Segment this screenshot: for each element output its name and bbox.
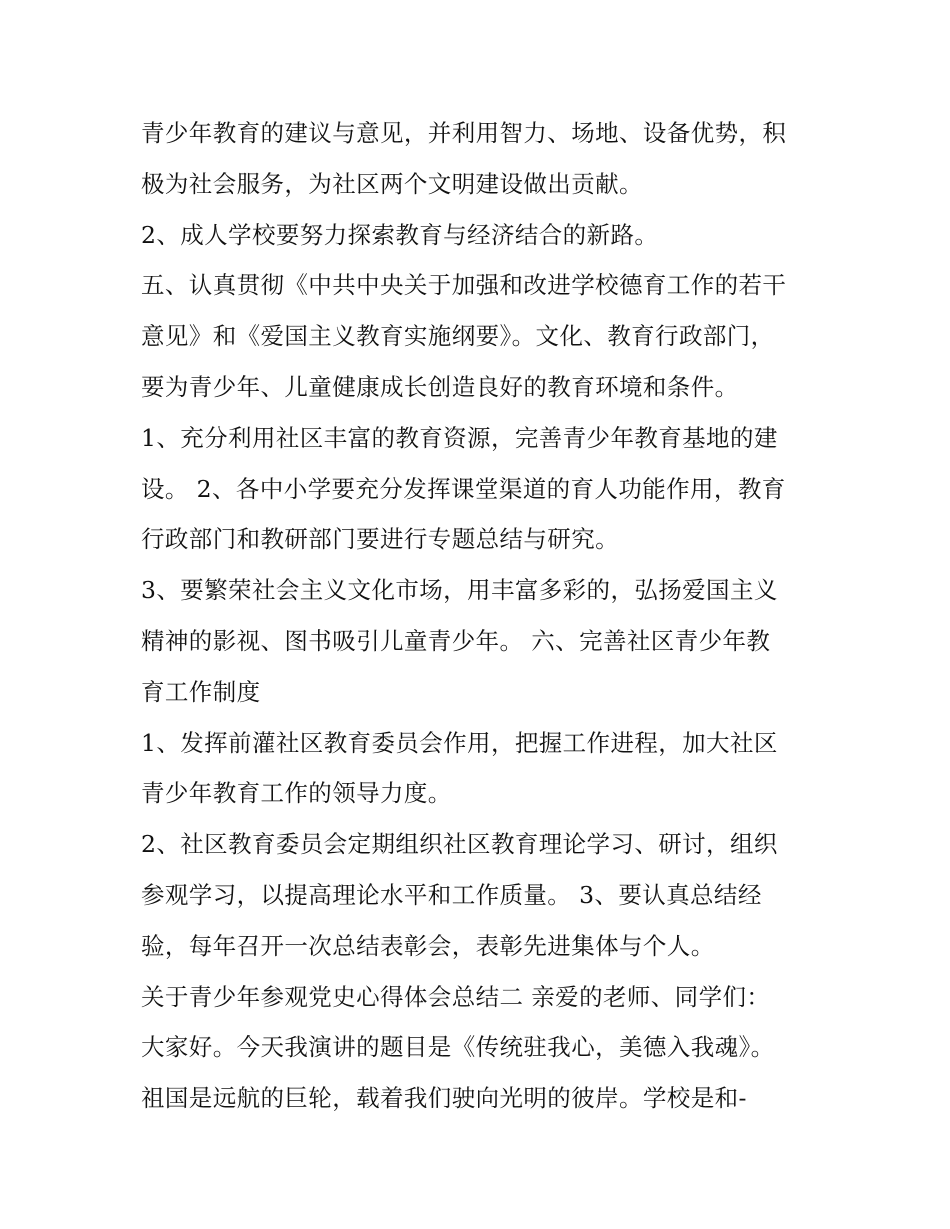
text-line: 设。 2、各中小学要充分发挥课堂渠道的育人功能作用，教育 xyxy=(141,474,786,503)
text-line: 精神的影视、图书吸引儿童青少年。 六、完善社区青少年教 xyxy=(141,626,771,655)
document-body xyxy=(141,108,821,1124)
text-line: 行政部门和教研部门要进行专题总结与研究。 xyxy=(141,525,619,554)
text-line: 参观学习，以提高理论水平和工作质量。 3、要认真总结经 xyxy=(141,880,762,909)
text-line: 2、成人学校要努力探索教育与经济结合的新路。 xyxy=(141,220,659,249)
text-line: 五、认真贯彻《中共中央关于加强和改进学校德育工作的若干 xyxy=(141,271,787,300)
text-line: 3、要繁荣社会主义文化市场，用丰富多彩的，弘扬爱国主义 xyxy=(141,576,778,605)
text-line: 意见》和《爱国主义教育实施纲要》。文化、教育行政部门， xyxy=(141,322,775,351)
text-line: 1、发挥前灌社区教育委员会作用，把握工作进程，加大社区 xyxy=(141,728,778,757)
text-line: 大家好。今天我演讲的题目是《传统驻我心，美德入我魂》。 xyxy=(141,1033,775,1062)
text-line: 青少年教育工作的领导力度。 xyxy=(141,779,452,808)
text-line: 育工作制度 xyxy=(141,677,261,706)
text-line: 关于青少年参观党史心得体会总结二 亲爱的老师、同学们： xyxy=(141,982,771,1011)
text-line: 2、社区教育委员会定期组织社区教育理论学习、研讨，组织 xyxy=(141,830,778,859)
text-line: 1、充分利用社区丰富的教育资源，完善青少年教育基地的建 xyxy=(141,423,778,452)
text-line: 要为青少年、儿童健康成长创造良好的教育环境和条件。 xyxy=(141,372,739,401)
text-line: 祖国是远航的巨轮，载着我们驶向光明的彼岸。学校是和- xyxy=(141,1084,747,1113)
text-line: 青少年教育的建议与意见，并利用智力、场地、设备优势，积 xyxy=(141,119,787,147)
text-line: 极为社会服务，为社区两个文明建设做出贡献。 xyxy=(141,169,643,198)
text-line: 验，每年召开一次总结表彰会，表彰先进集体与个人。 xyxy=(141,931,715,960)
